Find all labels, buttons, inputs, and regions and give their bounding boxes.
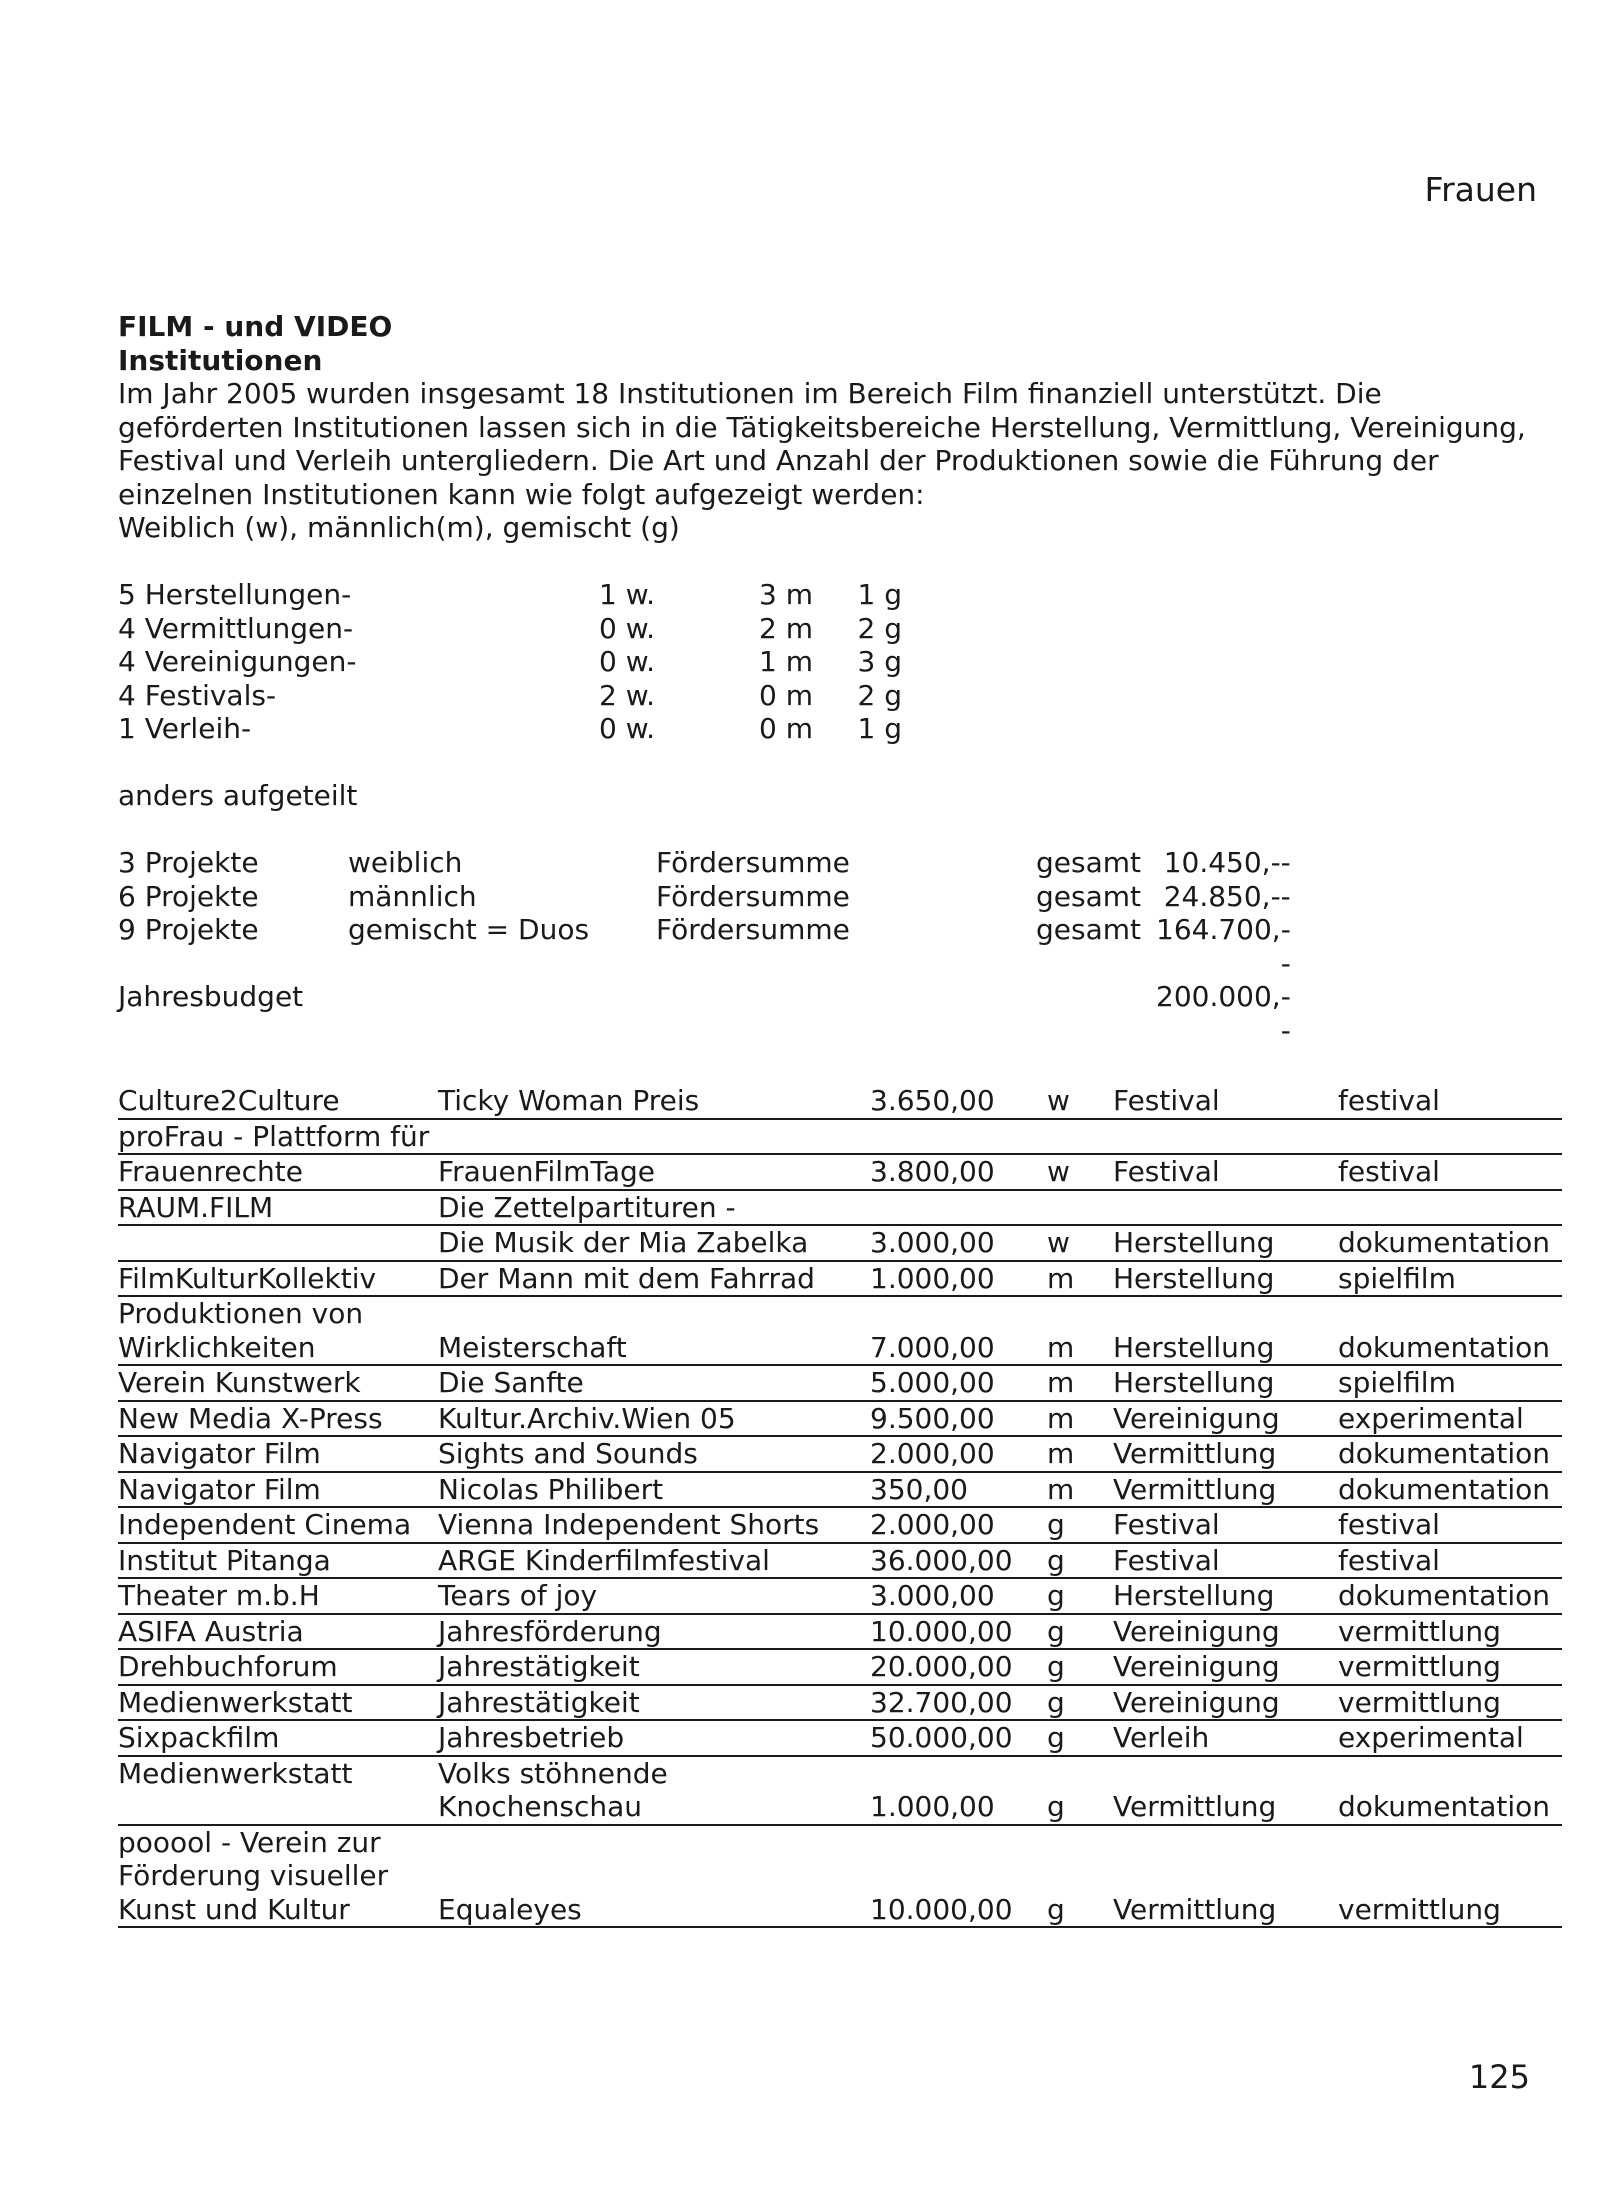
institution-cell xyxy=(118,1790,438,1825)
genre-cell: dokumentation xyxy=(1338,1331,1562,1366)
gender-cell xyxy=(1047,1756,1113,1791)
amount-cell xyxy=(870,1119,1047,1155)
amount-cell: 10.000,00 xyxy=(870,1893,1047,1928)
stats-cell: 0 w. xyxy=(599,645,655,678)
project-cell: Vienna Independent Shorts xyxy=(438,1507,870,1543)
budget-cell: Fördersumme xyxy=(656,913,850,946)
stats-cell: 3 g xyxy=(857,645,902,678)
genre-cell: experimental xyxy=(1338,1720,1562,1756)
budget-cell: 3 Projekte xyxy=(118,846,259,879)
gender-cell: w xyxy=(1047,1084,1113,1119)
amount-cell: 10.000,00 xyxy=(870,1614,1047,1650)
institution-cell: Sixpackfilm xyxy=(118,1720,438,1756)
project-cell: Meisterschaft xyxy=(438,1331,870,1366)
stats-cell: 0 w. xyxy=(599,712,655,745)
category-cell: Vermittlung xyxy=(1113,1893,1338,1928)
project-cell xyxy=(438,1119,870,1155)
gender-cell: g xyxy=(1047,1790,1113,1825)
project-cell: ARGE Kinderfilmfestival xyxy=(438,1543,870,1579)
gender-cell: g xyxy=(1047,1507,1113,1543)
project-cell xyxy=(438,1825,870,1860)
table-row xyxy=(118,1436,1562,1472)
table-row xyxy=(118,1720,1562,1756)
table-row xyxy=(118,1790,1562,1825)
genre-cell: spielfilm xyxy=(1338,1261,1562,1297)
amount-cell: 9.500,00 xyxy=(870,1401,1047,1437)
budget-row xyxy=(118,880,1291,914)
amount-cell: 36.000,00 xyxy=(870,1543,1047,1579)
stats-row xyxy=(118,612,902,646)
gender-cell: w xyxy=(1047,1154,1113,1190)
table-row xyxy=(118,1365,1562,1401)
intro-paragraph xyxy=(118,377,1562,545)
budget-cell: gesamt xyxy=(1036,846,1141,879)
genre-cell: festival xyxy=(1338,1154,1562,1190)
stats-cell: 1 Verleih- xyxy=(118,712,252,745)
stats-cell: 4 Vereinigungen- xyxy=(118,645,357,678)
project-cell: Jahresbetrieb xyxy=(438,1720,870,1756)
table-row xyxy=(118,1119,1562,1155)
project-cell xyxy=(438,1859,870,1893)
amount-cell xyxy=(870,1296,1047,1331)
budget-cell: gesamt xyxy=(1036,879,1141,913)
gender-cell: g xyxy=(1047,1578,1113,1614)
genre-cell: spielfilm xyxy=(1338,1365,1562,1401)
intro-line: Weiblich (w), männlich(m), gemischt (g) xyxy=(118,511,680,544)
gender-cell: g xyxy=(1047,1614,1113,1650)
institution-cell: pooool - Verein zur xyxy=(118,1825,381,1859)
institution-cell: RAUM.FILM xyxy=(118,1190,438,1226)
budget-cell: Fördersumme xyxy=(656,846,850,879)
amount-cell xyxy=(870,1190,1047,1226)
gender-cell: m xyxy=(1047,1261,1113,1297)
stats-cell: 1 g xyxy=(857,712,902,745)
stats-cell: 2 m xyxy=(759,611,813,645)
amount-cell: 7.000,00 xyxy=(870,1331,1047,1366)
amount-cell: 3.650,00 xyxy=(870,1084,1047,1119)
institution-cell: Navigator Film xyxy=(118,1472,438,1508)
intro-line: geförderten Institutionen lassen sich in die Tätigkeitsbereiche Herstellung, Vermittlung, Vereinigung, xyxy=(118,410,1526,444)
table-row xyxy=(118,1756,1562,1791)
category-cell: Festival xyxy=(1113,1507,1338,1543)
gender-cell xyxy=(1047,1859,1113,1893)
gender-cell: g xyxy=(1047,1720,1113,1756)
project-cell: Nicolas Philibert xyxy=(438,1472,870,1508)
category-stats-table xyxy=(118,578,902,746)
table-row xyxy=(118,1331,1562,1366)
table-row xyxy=(118,1472,1562,1508)
section-title: FILM - und VIDEO xyxy=(118,310,393,343)
stats-cell: 1 g xyxy=(857,578,902,611)
amount-cell: 1.000,00 xyxy=(870,1261,1047,1297)
intro-line: Im Jahr 2005 wurden insgesamt 18 Institutionen im Bereich Film finanziell unterstützt. Die xyxy=(118,377,1382,410)
amount-cell: 2.000,00 xyxy=(870,1436,1047,1472)
category-cell xyxy=(1113,1825,1338,1860)
gender-cell: m xyxy=(1047,1472,1113,1508)
genre-cell: dokumentation xyxy=(1338,1436,1562,1472)
stats-cell: 3 m xyxy=(759,578,813,611)
amount-cell: 32.700,00 xyxy=(870,1685,1047,1721)
amount-cell xyxy=(870,1756,1047,1791)
table-row xyxy=(118,1578,1562,1614)
stats-cell: 5 Herstellungen- xyxy=(118,578,352,611)
stats-cell: 2 g xyxy=(857,611,902,645)
budget-cell: 24.850,-- xyxy=(1163,879,1291,913)
project-cell: Jahrestätigkeit xyxy=(438,1685,870,1721)
institution-cell: Frauenrechte xyxy=(118,1154,438,1190)
genre-cell xyxy=(1338,1190,1562,1226)
genre-cell xyxy=(1338,1859,1562,1893)
institution-cell: Produktionen von xyxy=(118,1297,364,1330)
project-cell: Kultur.Archiv.Wien 05 xyxy=(438,1401,870,1437)
category-cell: Herstellung xyxy=(1113,1578,1338,1614)
stats-cell: 0 m xyxy=(759,678,813,712)
project-cell: Der Mann mit dem Fahrrad xyxy=(438,1261,870,1297)
gender-cell: m xyxy=(1047,1365,1113,1401)
category-cell xyxy=(1113,1119,1338,1155)
amount-cell: 3.000,00 xyxy=(870,1225,1047,1261)
project-cell: Sights and Sounds xyxy=(438,1436,870,1472)
category-cell: Herstellung xyxy=(1113,1365,1338,1401)
institution-cell xyxy=(118,1225,438,1261)
genre-cell: vermittlung xyxy=(1338,1893,1562,1928)
genre-cell: experimental xyxy=(1338,1401,1562,1437)
table-row xyxy=(118,1543,1562,1579)
budget-cell: 164.700,-- xyxy=(1156,913,1291,980)
gender-cell: g xyxy=(1047,1685,1113,1721)
category-cell: Herstellung xyxy=(1113,1225,1338,1261)
table-row xyxy=(118,1649,1562,1685)
category-cell: Vermittlung xyxy=(1113,1436,1338,1472)
category-cell xyxy=(1113,1190,1338,1226)
stats-row xyxy=(118,645,902,679)
budget-total-label: Jahresbudget xyxy=(118,980,304,1013)
amount-cell: 350,00 xyxy=(870,1472,1047,1508)
amount-cell: 5.000,00 xyxy=(870,1365,1047,1401)
category-cell: Festival xyxy=(1113,1543,1338,1579)
intro-line: Festival und Verleih untergliedern. Die Art und Anzahl der Produktionen sowie die Führung der xyxy=(118,444,1439,477)
budget-cell: gemischt = Duos xyxy=(348,913,590,946)
category-cell xyxy=(1113,1859,1338,1893)
amount-cell xyxy=(870,1825,1047,1860)
genre-cell xyxy=(1338,1296,1562,1331)
project-cell: Equaleyes xyxy=(438,1893,870,1928)
genre-cell: festival xyxy=(1338,1084,1562,1119)
institution-cell: ASIFA Austria xyxy=(118,1614,438,1650)
stats-cell: 1 w. xyxy=(599,578,655,611)
genre-cell: vermittlung xyxy=(1338,1614,1562,1650)
table-row xyxy=(118,1401,1562,1437)
stats-cell: 4 Festivals- xyxy=(118,678,277,712)
institution-cell: Drehbuchforum xyxy=(118,1649,438,1685)
institution-cell: Förderung visueller xyxy=(118,1859,389,1892)
stats-cell: 4 Vermittlungen- xyxy=(118,611,354,645)
project-cell: Volks stöhnende xyxy=(438,1756,668,1790)
table-row xyxy=(118,1190,1562,1226)
gender-cell: m xyxy=(1047,1401,1113,1437)
genre-cell: vermittlung xyxy=(1338,1685,1562,1721)
genre-cell: dokumentation xyxy=(1338,1790,1562,1825)
table-row xyxy=(118,1893,1562,1928)
category-cell: Verleih xyxy=(1113,1720,1338,1756)
genre-cell: dokumentation xyxy=(1338,1472,1562,1508)
budget-total-value: 200.000,-- xyxy=(1156,980,1291,1047)
gender-cell: g xyxy=(1047,1893,1113,1928)
institution-cell: Navigator Film xyxy=(118,1436,438,1472)
category-cell: Festival xyxy=(1113,1154,1338,1190)
amount-cell: 50.000,00 xyxy=(870,1720,1047,1756)
category-cell xyxy=(1113,1756,1338,1791)
budget-cell: gesamt xyxy=(1036,913,1141,946)
category-cell: Vereinigung xyxy=(1113,1614,1338,1650)
budget-row xyxy=(118,846,1291,880)
category-cell xyxy=(1113,1296,1338,1331)
project-cell: Die Zettelpartituren - xyxy=(438,1190,870,1226)
genre-cell xyxy=(1338,1756,1562,1791)
institution-cell: Medienwerkstatt xyxy=(118,1685,438,1721)
stats-cell: 0 w. xyxy=(599,611,655,645)
gender-cell xyxy=(1047,1825,1113,1860)
institution-cell: Independent Cinema xyxy=(118,1507,438,1543)
table-row xyxy=(118,1296,1562,1331)
gender-cell: m xyxy=(1047,1436,1113,1472)
project-cell: Die Sanfte xyxy=(438,1365,870,1401)
genre-cell: dokumentation xyxy=(1338,1578,1562,1614)
project-cell: Knochenschau xyxy=(438,1790,870,1825)
budget-cell: männlich xyxy=(348,879,477,913)
project-cell: FrauenFilmTage xyxy=(438,1154,870,1190)
stats-cell: 0 m xyxy=(759,712,813,745)
gender-cell xyxy=(1047,1296,1113,1331)
project-cell: Die Musik der Mia Zabelka xyxy=(438,1225,870,1261)
amount-cell: 20.000,00 xyxy=(870,1649,1047,1685)
table-row xyxy=(118,1825,1562,1860)
budget-cell: 6 Projekte xyxy=(118,879,259,913)
institution-cell: FilmKulturKollektiv xyxy=(118,1261,438,1297)
alt-heading: anders aufgeteilt xyxy=(118,779,358,812)
institution-cell: Wirklichkeiten xyxy=(118,1331,438,1366)
institution-cell: Medienwerkstatt xyxy=(118,1756,353,1790)
budget-cell: 10.450,-- xyxy=(1163,846,1291,879)
genre-cell: festival xyxy=(1338,1507,1562,1543)
amount-cell: 2.000,00 xyxy=(870,1507,1047,1543)
institution-cell: Theater m.b.H xyxy=(118,1578,438,1614)
stats-row xyxy=(118,578,902,612)
budget-cell: weiblich xyxy=(348,846,463,879)
project-cell: Tears of joy xyxy=(438,1578,870,1614)
table-row xyxy=(118,1859,1562,1893)
amount-cell: 3.000,00 xyxy=(870,1578,1047,1614)
stats-row xyxy=(118,679,902,713)
category-cell: Festival xyxy=(1113,1084,1338,1119)
project-cell xyxy=(438,1296,870,1331)
gender-cell: g xyxy=(1047,1649,1113,1685)
table-row xyxy=(118,1084,1562,1119)
category-cell: Vereinigung xyxy=(1113,1685,1338,1721)
category-cell: Vermittlung xyxy=(1113,1790,1338,1825)
amount-cell: 1.000,00 xyxy=(870,1790,1047,1825)
intro-line: einzelnen Institutionen kann wie folgt aufgezeigt werden: xyxy=(118,477,925,511)
genre-cell xyxy=(1338,1119,1562,1155)
category-cell: Vermittlung xyxy=(1113,1472,1338,1508)
budget-total-row xyxy=(118,980,1291,1047)
stats-cell: 2 w. xyxy=(599,678,655,712)
table-row xyxy=(118,1154,1562,1190)
category-cell: Vereinigung xyxy=(1113,1649,1338,1685)
budget-cell: 9 Projekte xyxy=(118,913,259,946)
content xyxy=(118,310,1562,1928)
amount-cell xyxy=(870,1859,1047,1893)
institution-cell: New Media X-Press xyxy=(118,1401,438,1437)
stats-cell: 2 g xyxy=(857,678,902,712)
project-cell: Jahresförderung xyxy=(438,1614,870,1650)
running-header: Frauen xyxy=(1424,170,1537,209)
gender-cell: w xyxy=(1047,1225,1113,1261)
genre-cell: festival xyxy=(1338,1543,1562,1579)
table-row xyxy=(118,1685,1562,1721)
genre-cell: vermittlung xyxy=(1338,1649,1562,1685)
gender-cell: m xyxy=(1047,1331,1113,1366)
project-cell: Jahrestätigkeit xyxy=(438,1649,870,1685)
category-cell: Herstellung xyxy=(1113,1331,1338,1366)
table-row xyxy=(118,1261,1562,1297)
stats-row xyxy=(118,712,902,746)
budget-table xyxy=(118,846,1291,1047)
institution-cell: proFrau - Plattform für xyxy=(118,1119,438,1155)
project-cell: Ticky Woman Preis xyxy=(438,1084,870,1119)
stats-cell: 1 m xyxy=(759,645,813,678)
page-number: 125 xyxy=(1468,2058,1530,2096)
institution-cell: Kunst und Kultur xyxy=(118,1893,438,1928)
gender-cell xyxy=(1047,1190,1113,1226)
section-subtitle: Institutionen xyxy=(118,343,323,377)
budget-cell: Fördersumme xyxy=(656,879,850,913)
genre-cell xyxy=(1338,1825,1562,1860)
funding-table xyxy=(118,1084,1562,1928)
category-cell: Herstellung xyxy=(1113,1261,1338,1297)
table-row xyxy=(118,1614,1562,1650)
institution-cell: Culture2Culture xyxy=(118,1084,438,1119)
category-cell: Vereinigung xyxy=(1113,1401,1338,1437)
table-row xyxy=(118,1225,1562,1261)
table-row xyxy=(118,1507,1562,1543)
amount-cell: 3.800,00 xyxy=(870,1154,1047,1190)
institution-cell: Verein Kunstwerk xyxy=(118,1365,438,1401)
gender-cell xyxy=(1047,1119,1113,1155)
gender-cell: g xyxy=(1047,1543,1113,1579)
budget-row xyxy=(118,913,1291,980)
genre-cell: dokumentation xyxy=(1338,1225,1562,1261)
institution-cell: Institut Pitanga xyxy=(118,1543,438,1579)
